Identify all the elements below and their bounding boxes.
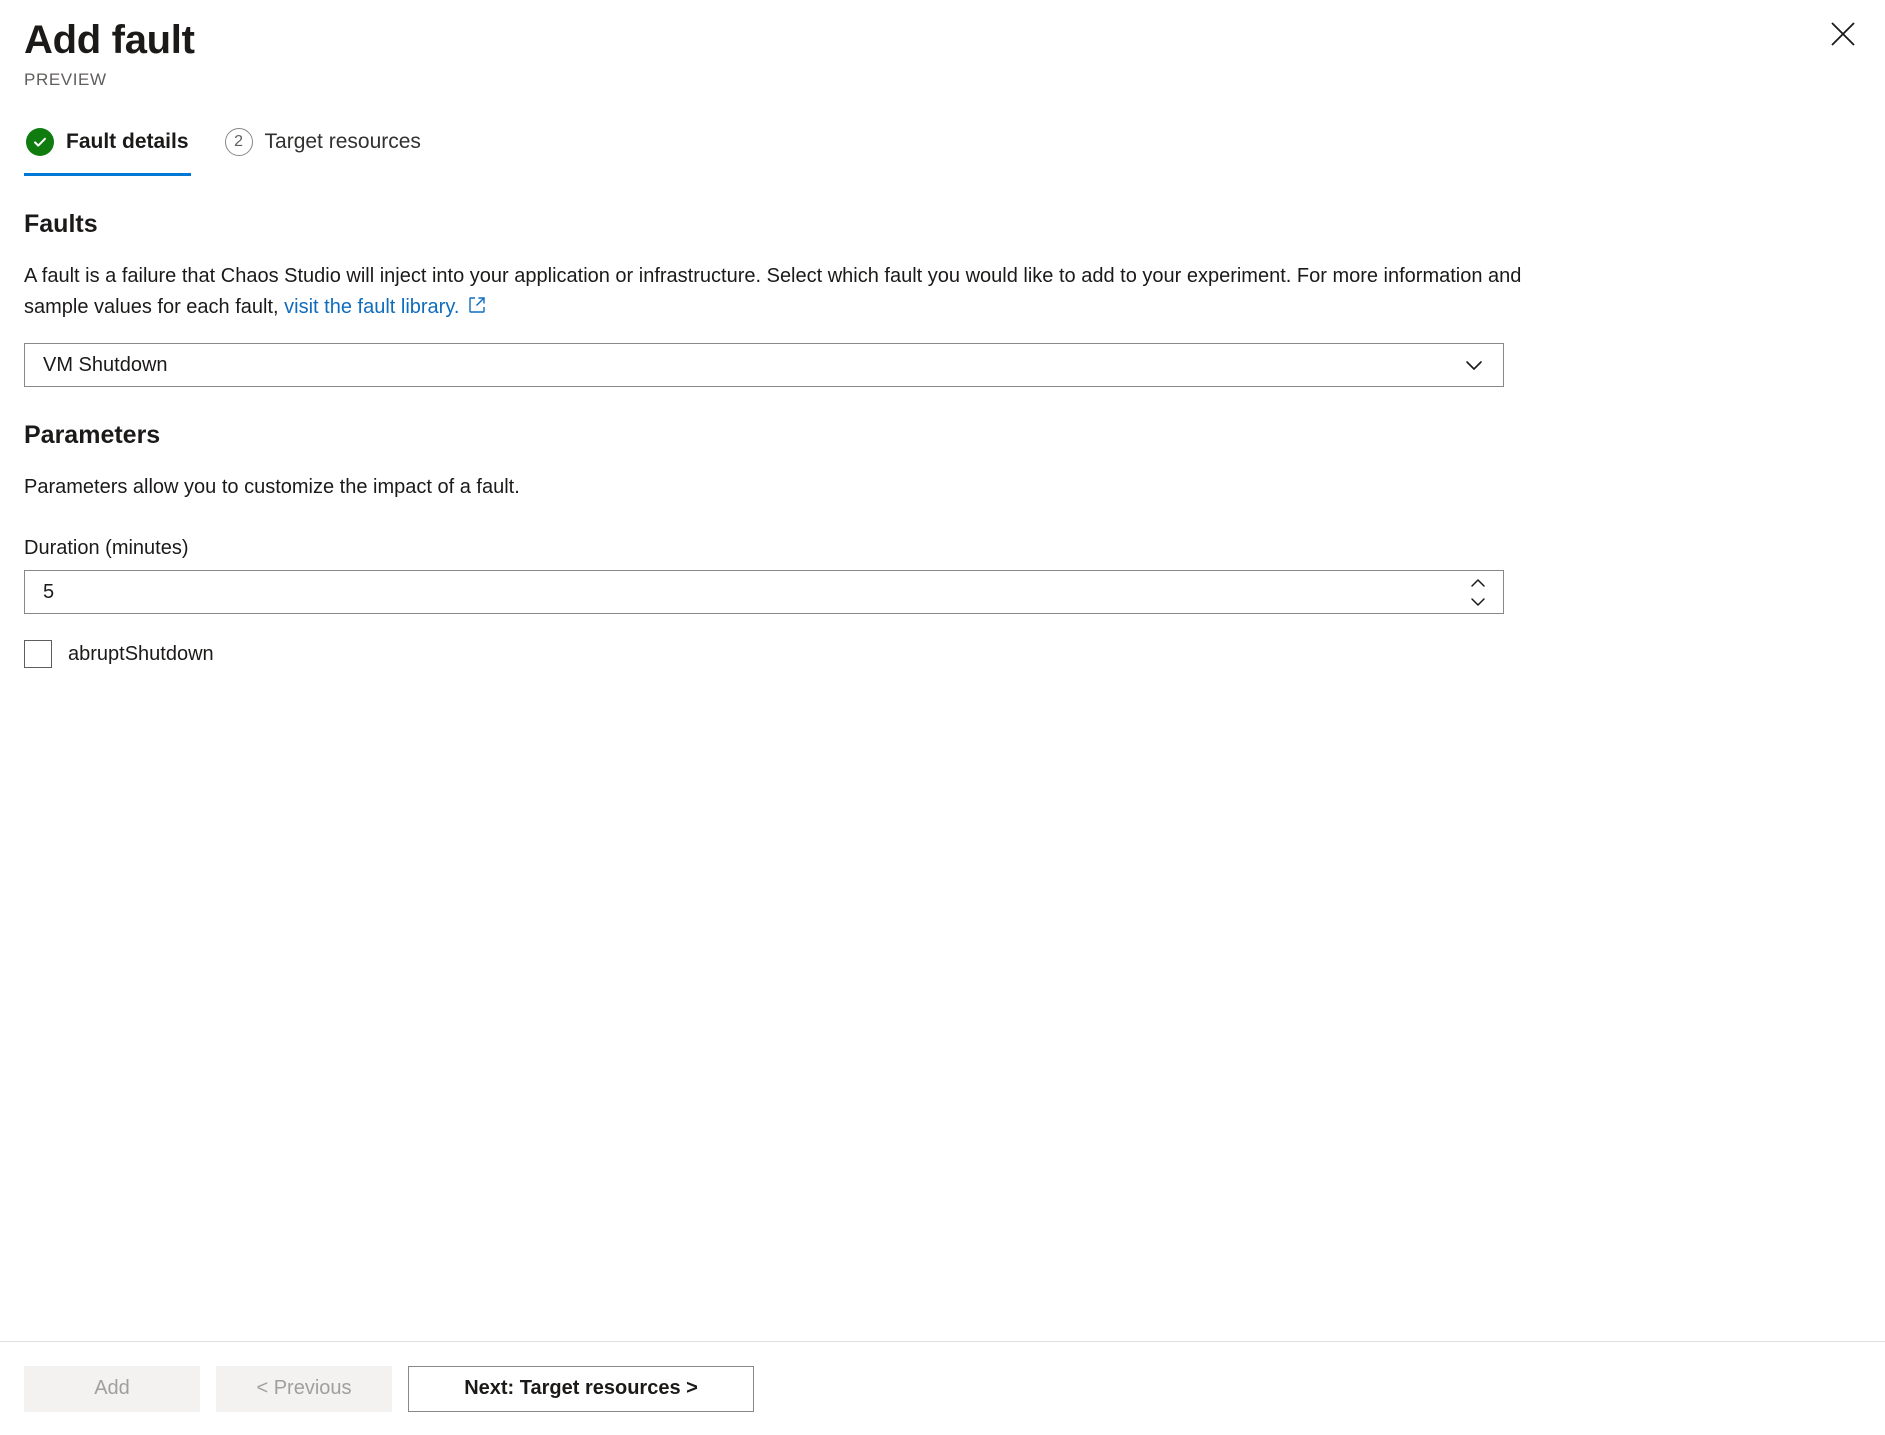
faults-description-text: A fault is a failure that Chaos Studio will inject into your application or infrastructure. Select which fault you would like to add to your experiment. For more information and sample values for each fault, [24,265,1522,318]
next-target-resources-button[interactable]: Next: Target resources > [408,1366,754,1412]
blade-footer [0,1341,1885,1435]
blade-content [0,176,1885,1341]
preview-badge: PREVIEW [24,70,107,89]
duration-input[interactable] [43,581,1465,604]
close-icon [1828,19,1858,49]
add-button[interactable]: Add [24,1366,200,1412]
wizard-steps [0,120,1885,176]
abrupt-shutdown-checkbox[interactable] [24,640,52,668]
duration-stepper[interactable] [24,570,1504,614]
chevron-down-icon [1463,354,1491,376]
tab-fault-details[interactable] [24,120,191,176]
faults-description [24,261,1524,325]
abrupt-shutdown-checkbox-row[interactable] [24,640,214,668]
external-link-icon [467,294,487,325]
step-number-badge: 2 [225,128,253,156]
chevron-up-icon[interactable] [1465,574,1491,591]
stepper-arrows[interactable] [1465,574,1495,610]
parameters-description: Parameters allow you to customize the impact of a fault. [24,476,520,498]
fault-type-dropdown[interactable] [24,343,1504,387]
tab-target-resources-label: Target resources [264,130,421,153]
blade-header [0,0,1885,90]
faults-heading: Faults [24,210,98,238]
tab-fault-details-label: Fault details [66,130,189,153]
tab-target-resources[interactable] [223,120,423,176]
abrupt-shutdown-label: abruptShutdown [68,642,214,665]
parameters-heading: Parameters [24,421,161,449]
chevron-down-icon-stepper[interactable] [1465,593,1491,610]
fault-library-link[interactable]: visit the fault library. [284,296,460,318]
close-button[interactable] [1821,12,1865,56]
previous-button[interactable]: < Previous [216,1366,392,1412]
duration-label: Duration (minutes) [24,537,189,559]
page-title: Add fault [24,18,195,62]
check-icon [26,128,54,156]
fault-type-value: VM Shutdown [43,353,168,376]
